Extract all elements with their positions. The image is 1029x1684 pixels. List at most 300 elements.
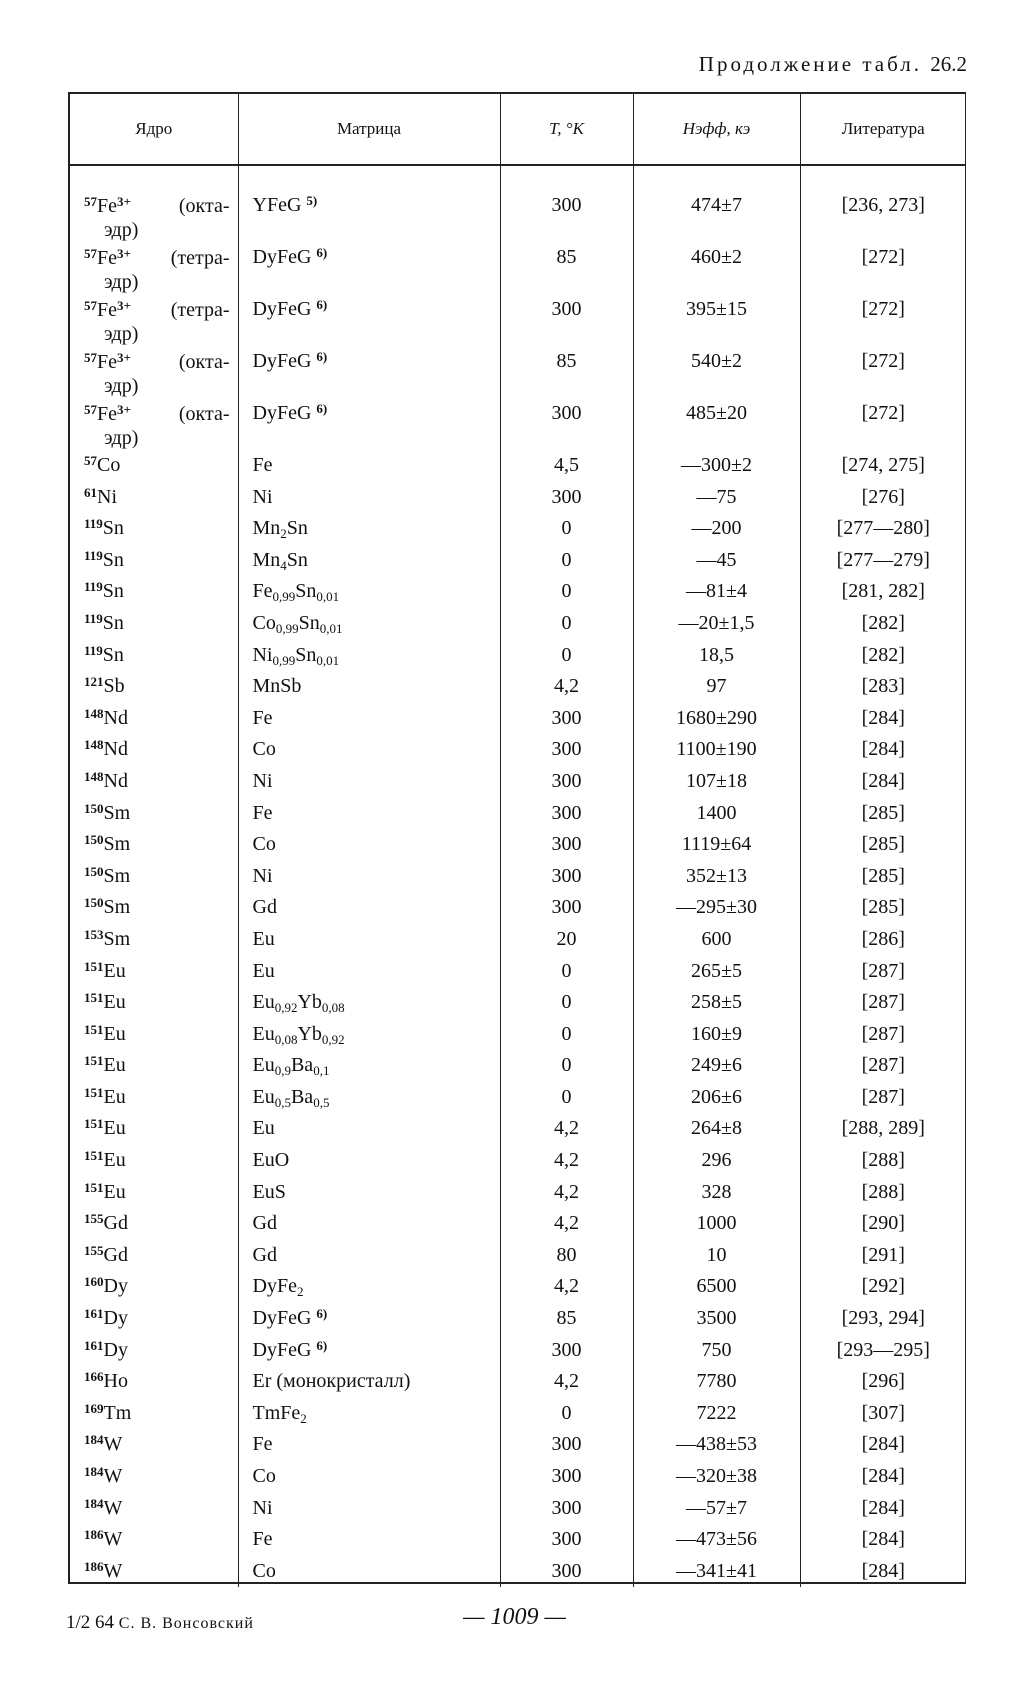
matrix-sub-2: 0,08	[321, 1000, 345, 1016]
field-cell: —341±41	[633, 1556, 800, 1588]
field-cell: —81±4	[633, 576, 800, 608]
nucleus-symbol	[84, 1181, 126, 1203]
temperature-cell: 85	[500, 242, 633, 294]
matrix-part-2: Sn	[298, 611, 320, 634]
temperature-cell: 300	[500, 190, 633, 242]
temperature-cell: 4,2	[500, 1145, 633, 1177]
nucleus-cell	[70, 829, 238, 861]
matrix-part: Eu	[252, 1022, 275, 1045]
field-cell: —20±1,5	[633, 608, 800, 640]
table-row	[70, 829, 966, 861]
temperature-cell: 0	[500, 640, 633, 672]
matrix-part-2: Ba	[290, 1085, 314, 1108]
field-cell: 10	[633, 1240, 800, 1272]
nucleus-symbol	[84, 1497, 122, 1519]
element: Sm	[103, 927, 131, 950]
field-cell: 107±18	[633, 766, 800, 798]
temperature-cell: 300	[500, 766, 633, 798]
matrix-cell	[238, 987, 500, 1019]
matrix-part: Co	[252, 1465, 276, 1487]
field-cell: 6500	[633, 1271, 800, 1303]
temperature-cell: 0	[500, 513, 633, 545]
element: Nd	[103, 769, 128, 792]
reference-cell: [284]	[800, 734, 966, 766]
mass-number: 150	[84, 895, 104, 911]
nucleus-cell	[70, 798, 238, 830]
header-matrix: Матрица	[238, 94, 500, 165]
reference-cell: [284]	[800, 766, 966, 798]
element: Sm	[103, 864, 131, 887]
matrix-part: Fe	[252, 454, 273, 476]
nucleus-cell	[70, 346, 238, 398]
matrix-cell	[238, 734, 500, 766]
reference-cell: [291]	[800, 1240, 966, 1272]
nucleus-symbol	[84, 738, 128, 760]
mass-number: 151	[84, 990, 104, 1006]
temperature-cell: 0	[500, 1050, 633, 1082]
nucleus-symbol	[84, 1244, 128, 1266]
matrix-cell	[238, 1556, 500, 1588]
matrix-sub: 0,92	[274, 1000, 298, 1016]
field-cell: 460±2	[633, 242, 800, 294]
reference-cell: [287]	[800, 1019, 966, 1051]
nucleus-cell	[70, 1113, 238, 1145]
field-cell: 1400	[633, 798, 800, 830]
element: Dy	[103, 1275, 128, 1298]
table-row	[70, 671, 966, 703]
field-cell: —300±2	[633, 450, 800, 482]
temperature-cell: 0	[500, 956, 633, 988]
nucleus-cell	[70, 1271, 238, 1303]
nucleus-cell	[70, 640, 238, 672]
mass-number: 151	[84, 1179, 104, 1195]
table-row	[70, 1335, 966, 1367]
mass-number: 57	[84, 453, 97, 468]
table-row	[70, 346, 966, 398]
table-row	[70, 861, 966, 893]
reference-cell: [284]	[800, 1524, 966, 1556]
table-row	[70, 1461, 966, 1493]
matrix-note: 6)	[316, 401, 328, 416]
matrix-sub: 2	[296, 1284, 304, 1300]
matrix-part: Co	[252, 738, 276, 761]
reference-cell: [277—279]	[800, 545, 966, 577]
table-row	[70, 1556, 966, 1588]
field-cell: —438±53	[633, 1429, 800, 1461]
reference-cell: [277—280]	[800, 513, 966, 545]
table-row	[70, 734, 966, 766]
matrix-part: Eu	[252, 991, 275, 1014]
table-row	[70, 1240, 966, 1272]
temperature-cell: 20	[500, 924, 633, 956]
table-row	[70, 1050, 966, 1082]
ion-charge: 3+	[117, 298, 131, 313]
nucleus-cell	[70, 1429, 238, 1461]
nucleus-cell	[70, 1461, 238, 1493]
table-row	[70, 1271, 966, 1303]
mass-number: 57	[84, 402, 97, 417]
table-row	[70, 1208, 966, 1240]
temperature-cell: 300	[500, 482, 633, 514]
mass-number: 150	[84, 832, 104, 848]
nucleus-cell	[70, 1493, 238, 1525]
nucleus-cell	[70, 1556, 238, 1588]
matrix-part: Eu	[252, 1054, 275, 1077]
temperature-cell: 300	[500, 1493, 633, 1525]
matrix-note: 6)	[316, 245, 328, 260]
table-body	[70, 165, 966, 1587]
temperature-cell: 300	[500, 734, 633, 766]
temperature-cell: 4,5	[500, 450, 633, 482]
element: Eu	[103, 1054, 126, 1077]
element: Eu	[103, 1149, 126, 1172]
matrix-part: Er (монокристалл)	[252, 1370, 411, 1393]
reference-cell: [236, 273]	[800, 190, 966, 242]
temperature-cell: 4,2	[500, 671, 633, 703]
table-row	[70, 1524, 966, 1556]
reference-cell: [290]	[800, 1208, 966, 1240]
temperature-cell: 0	[500, 1082, 633, 1114]
temperature-cell: 80	[500, 1240, 633, 1272]
nucleus-cell	[70, 1524, 238, 1556]
mass-number: 57	[84, 298, 97, 313]
nucleus-symbol	[84, 1433, 122, 1455]
matrix-part: Gd	[252, 1243, 277, 1266]
field-cell: 97	[633, 671, 800, 703]
matrix-cell	[238, 242, 500, 294]
temperature-cell: 4,2	[500, 1366, 633, 1398]
element: Nd	[103, 706, 128, 729]
nucleus-line-1	[84, 350, 238, 374]
header-temp-text: T, °K	[549, 119, 584, 138]
matrix-sub-2: 0,1	[313, 1063, 330, 1079]
header-field	[633, 94, 800, 165]
element: W	[103, 1528, 123, 1551]
element: Co	[97, 454, 121, 476]
matrix-part: MnSb	[252, 675, 302, 698]
reference-cell: [288]	[800, 1177, 966, 1209]
element: Fe	[97, 299, 117, 321]
footer-sheet: 1/2 64	[66, 1612, 115, 1633]
mass-number: 184	[84, 1464, 104, 1479]
matrix-cell	[238, 608, 500, 640]
mass-number: 57	[84, 350, 97, 365]
nucleus-cell	[70, 242, 238, 294]
nucleus-symbol	[84, 1275, 128, 1297]
matrix-part: DyFeG	[252, 1338, 312, 1361]
element: Fe	[97, 247, 117, 269]
matrix-part: DyFeG	[252, 246, 312, 268]
matrix-cell	[238, 1429, 500, 1461]
matrix-part: Eu	[252, 1085, 275, 1108]
nucleus-line-1	[84, 194, 238, 218]
table-row	[70, 1177, 966, 1209]
table-row	[70, 608, 966, 640]
table-row	[70, 1113, 966, 1145]
nucleus-symbol	[84, 1339, 128, 1361]
nucleus-two-line	[84, 294, 238, 346]
element: Dy	[103, 1338, 128, 1361]
matrix-note: 6)	[316, 1337, 328, 1353]
nucleus-symbol	[84, 454, 120, 476]
mass-number: 184	[84, 1432, 104, 1448]
field-cell: 395±15	[633, 294, 800, 346]
table-row	[70, 1145, 966, 1177]
field-cell: 600	[633, 924, 800, 956]
nucleus-cell	[70, 671, 238, 703]
table-row	[70, 242, 966, 294]
matrix-part: Ni	[252, 769, 273, 792]
nucleus-cell	[70, 892, 238, 924]
reference-cell: [287]	[800, 987, 966, 1019]
element: Eu	[103, 1022, 126, 1045]
mass-number: 153	[84, 926, 104, 942]
table-row	[70, 924, 966, 956]
ion-charge: 3+	[117, 194, 131, 209]
nucleus-symbol	[84, 960, 126, 982]
element: Sn	[102, 548, 124, 571]
matrix-cell	[238, 1050, 500, 1082]
nucleus-symbol	[84, 194, 131, 218]
matrix-sub: 4	[280, 557, 287, 573]
nucleus-symbol	[84, 770, 128, 792]
temperature-cell: 300	[500, 892, 633, 924]
nucleus-symbol	[84, 675, 125, 697]
mass-number: 155	[84, 1242, 104, 1258]
matrix-cell	[238, 450, 500, 482]
field-cell: 7222	[633, 1398, 800, 1430]
nucleus-symbol	[84, 402, 131, 426]
matrix-cell	[238, 1493, 500, 1525]
site-note-cont: эдр)	[104, 427, 139, 449]
matrix-part: Fe	[252, 1433, 273, 1456]
matrix-sub: 0,08	[274, 1031, 298, 1047]
field-cell: —57±7	[633, 1493, 800, 1525]
matrix-part: Eu	[252, 1117, 275, 1140]
reference-cell: [282]	[800, 640, 966, 672]
field-cell: —320±38	[633, 1461, 800, 1493]
site-note-cont: эдр)	[104, 375, 139, 397]
nucleus-symbol	[84, 1465, 122, 1487]
matrix-sub-2: 0,01	[319, 620, 343, 636]
mass-number: 161	[84, 1337, 104, 1353]
temperature-cell: 300	[500, 1524, 633, 1556]
nucleus-cell	[70, 398, 238, 450]
reference-cell: [284]	[800, 703, 966, 735]
matrix-cell	[238, 1461, 500, 1493]
nucleus-cell	[70, 1050, 238, 1082]
matrix-part: Fe	[252, 801, 273, 824]
matrix-cell	[238, 924, 500, 956]
table-row	[70, 1019, 966, 1051]
table-row	[70, 1303, 966, 1335]
table-caption	[699, 52, 967, 77]
element: Eu	[103, 1180, 126, 1203]
reference-cell: [272]	[800, 346, 966, 398]
element: Eu	[103, 991, 126, 1014]
nucleus-symbol	[84, 1117, 126, 1139]
temperature-cell: 300	[500, 861, 633, 893]
matrix-cell	[238, 294, 500, 346]
matrix-part: Eu	[252, 927, 275, 950]
header-nucleus: Ядро	[70, 94, 238, 165]
matrix-note: 6)	[316, 297, 328, 312]
matrix-part: Mn	[252, 517, 281, 540]
site-note: (окта-	[178, 351, 230, 373]
matrix-cell	[238, 545, 500, 577]
matrix-sub: 2	[280, 526, 287, 542]
table-spacer-row	[70, 165, 966, 190]
matrix-part: Gd	[252, 896, 277, 919]
nucleus-cell	[70, 1145, 238, 1177]
temperature-cell: 300	[500, 1335, 633, 1367]
table-row	[70, 1429, 966, 1461]
nucleus-cell	[70, 766, 238, 798]
reference-cell: [293, 294]	[800, 1303, 966, 1335]
temperature-cell: 300	[500, 398, 633, 450]
caption-prefix: Продолжение табл.	[698, 52, 922, 76]
matrix-part: DyFeG	[252, 350, 312, 372]
matrix-part: Mn	[252, 548, 281, 571]
reference-cell: [284]	[800, 1429, 966, 1461]
reference-cell: [287]	[800, 956, 966, 988]
ion-charge: 3+	[117, 246, 131, 261]
field-cell: 265±5	[633, 956, 800, 988]
reference-cell: [285]	[800, 798, 966, 830]
matrix-part: Gd	[252, 1212, 277, 1235]
nucleus-symbol	[84, 802, 130, 824]
element: Dy	[103, 1307, 128, 1330]
matrix-cell	[238, 1271, 500, 1303]
table-row	[70, 640, 966, 672]
element: Sb	[103, 675, 125, 698]
reference-cell: [296]	[800, 1366, 966, 1398]
table-row	[70, 294, 966, 346]
mass-number: 161	[84, 1306, 104, 1322]
field-cell: 750	[633, 1335, 800, 1367]
nucleus-symbol	[84, 1149, 126, 1171]
mass-number: 186	[84, 1558, 104, 1574]
mass-number: 151	[84, 1084, 104, 1100]
matrix-part: TmFe	[252, 1401, 301, 1424]
reference-cell: [288, 289]	[800, 1113, 966, 1145]
element: W	[103, 1465, 123, 1487]
mass-number: 160	[84, 1274, 104, 1290]
nucleus-line-1	[84, 246, 238, 270]
mass-number: 166	[84, 1369, 104, 1385]
matrix-part: Fe	[252, 706, 273, 729]
field-cell: —473±56	[633, 1524, 800, 1556]
nucleus-cell	[70, 1208, 238, 1240]
nucleus-symbol	[84, 517, 124, 539]
site-note-cont: эдр)	[104, 219, 139, 241]
mass-number: 151	[84, 1116, 104, 1132]
field-cell: 7780	[633, 1366, 800, 1398]
element: Eu	[103, 1085, 126, 1108]
mass-number: 119	[84, 516, 103, 532]
field-cell: —200	[633, 513, 800, 545]
mass-number: 121	[84, 674, 104, 690]
mass-number: 148	[84, 737, 104, 753]
temperature-cell: 85	[500, 346, 633, 398]
matrix-cell	[238, 190, 500, 242]
table-row	[70, 1366, 966, 1398]
nucleus-cell	[70, 1335, 238, 1367]
matrix-cell	[238, 398, 500, 450]
field-cell: 328	[633, 1177, 800, 1209]
matrix-sub: 0,99	[275, 620, 299, 636]
reference-cell: [272]	[800, 242, 966, 294]
temperature-cell: 0	[500, 545, 633, 577]
mass-number: 151	[84, 1021, 104, 1037]
element: Fe	[97, 403, 117, 425]
element: Nd	[103, 738, 128, 761]
temperature-cell: 4,2	[500, 1177, 633, 1209]
matrix-cell	[238, 1082, 500, 1114]
field-cell: 352±13	[633, 861, 800, 893]
caption-number: 26.2	[930, 52, 967, 76]
matrix-sub-2: 0,92	[321, 1031, 345, 1047]
matrix-cell	[238, 766, 500, 798]
matrix-part: Ni	[252, 485, 273, 508]
nucleus-symbol	[84, 549, 124, 571]
element: Gd	[103, 1212, 128, 1235]
element: Sm	[103, 896, 131, 919]
table-row	[70, 513, 966, 545]
nucleus-symbol	[84, 1402, 131, 1424]
table-row	[70, 1398, 966, 1430]
reference-cell: [284]	[800, 1461, 966, 1493]
matrix-part: EuS	[252, 1180, 286, 1203]
field-cell: 249±6	[633, 1050, 800, 1082]
matrix-part: Fe	[252, 1528, 273, 1551]
field-cell: —75	[633, 482, 800, 514]
field-cell: 160±9	[633, 1019, 800, 1051]
nucleus-symbol	[84, 1370, 128, 1392]
nucleus-cell	[70, 608, 238, 640]
element: Gd	[103, 1243, 128, 1266]
matrix-part-2: Yb	[297, 991, 322, 1014]
header-temp	[500, 94, 633, 165]
data-table-frame	[68, 92, 966, 1584]
reference-cell: [284]	[800, 1493, 966, 1525]
matrix-part: Co	[252, 611, 276, 634]
field-cell: 18,5	[633, 640, 800, 672]
nucleus-symbol	[84, 1054, 126, 1076]
nucleus-cell	[70, 576, 238, 608]
footer-author: С. В. Вонсовский	[118, 1615, 254, 1632]
nucleus-two-line	[84, 398, 238, 450]
field-cell: —295±30	[633, 892, 800, 924]
matrix-cell	[238, 798, 500, 830]
nucleus-cell	[70, 1082, 238, 1114]
nucleus-cell	[70, 513, 238, 545]
matrix-part: DyFeG	[252, 298, 312, 320]
reference-cell: [293—295]	[800, 1335, 966, 1367]
temperature-cell: 4,2	[500, 1208, 633, 1240]
matrix-part: DyFe	[252, 1275, 297, 1298]
field-cell: 1100±190	[633, 734, 800, 766]
page-number: — 1009 —	[463, 1604, 566, 1630]
matrix-part: Fe	[252, 580, 273, 603]
table-row	[70, 703, 966, 735]
matrix-sub: 2	[300, 1410, 307, 1426]
temperature-cell: 300	[500, 829, 633, 861]
element: Fe	[97, 351, 117, 373]
field-cell: —45	[633, 545, 800, 577]
site-note: (тетра-	[170, 247, 230, 269]
matrix-sub: 0,99	[272, 589, 296, 605]
